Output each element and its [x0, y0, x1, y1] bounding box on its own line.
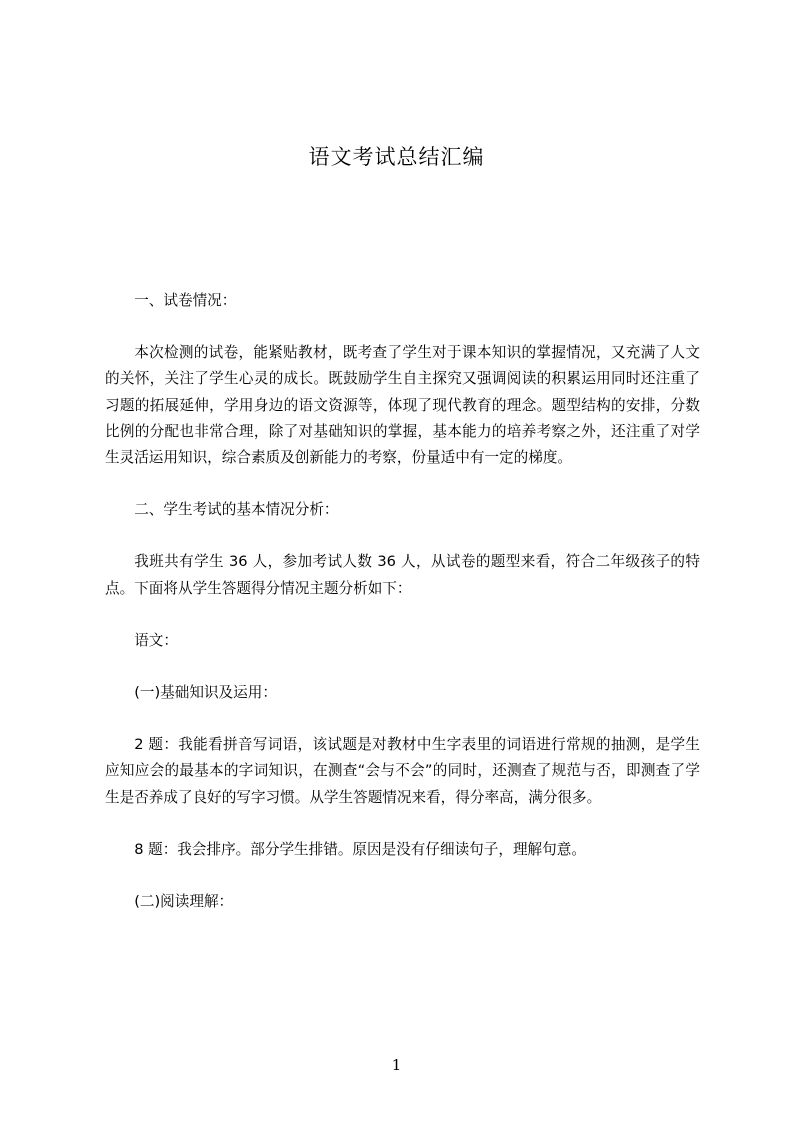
paragraph-class-overview: 我班共有学生 36 人，参加考试人数 36 人，从试卷的题型来看，符合二年级孩子的特点。下面将从学生答题得分情况主题分析如下： — [105, 553, 700, 597]
section-heading-paper-overview: 一、试卷情况： — [134, 292, 237, 309]
document-title: 语文考试总结汇编 — [308, 145, 485, 169]
subsection-heading-reading: (二)阅读理解： — [134, 893, 234, 911]
section-heading-student-analysis: 二、学生考试的基本情况分析： — [134, 501, 339, 519]
subject-label-chinese: 语文： — [134, 631, 178, 649]
paragraph-question-2: 2 题：我能看拼音写词语，该试题是对教材中生字表里的词语进行常规的抽测，是学生应知应会的最基本的字词知识，在测查“会与不会”的同时，还测查了规范与否，即测查了学生是否养成了良好的写字习惯。从学生答题情况来看，得分率高，满分很多。 — [105, 736, 700, 806]
paragraph-question-8: 8 题：我会排序。部分学生排错。原因是没有仔细读句子，理解句意。 — [134, 840, 586, 858]
page-number: 1 — [391, 1056, 402, 1074]
paragraph-paper-description: 本次检测的试卷，能紧贴教材，既考查了学生对于课本知识的掌握情况，又充满了人文的关怀，关注了学生心灵的成长。既鼓励学生自主探究又强调阅读的积累运用同时还注重了习题的拓展延伸，学用身边的语文资源等，体现了现代教育的理念。题型结构的安排，分数比例的分配也非常合理，除了对基础知识的掌握，基本能力的培养考察之外，还注重了对学生灵活运用知识，综合素质及创新能力的考察，份量适中有一定的梯度。 — [105, 344, 700, 467]
subsection-heading-basic-knowledge: (一)基础知识及运用： — [134, 684, 277, 702]
document-body — [105, 288, 700, 915]
